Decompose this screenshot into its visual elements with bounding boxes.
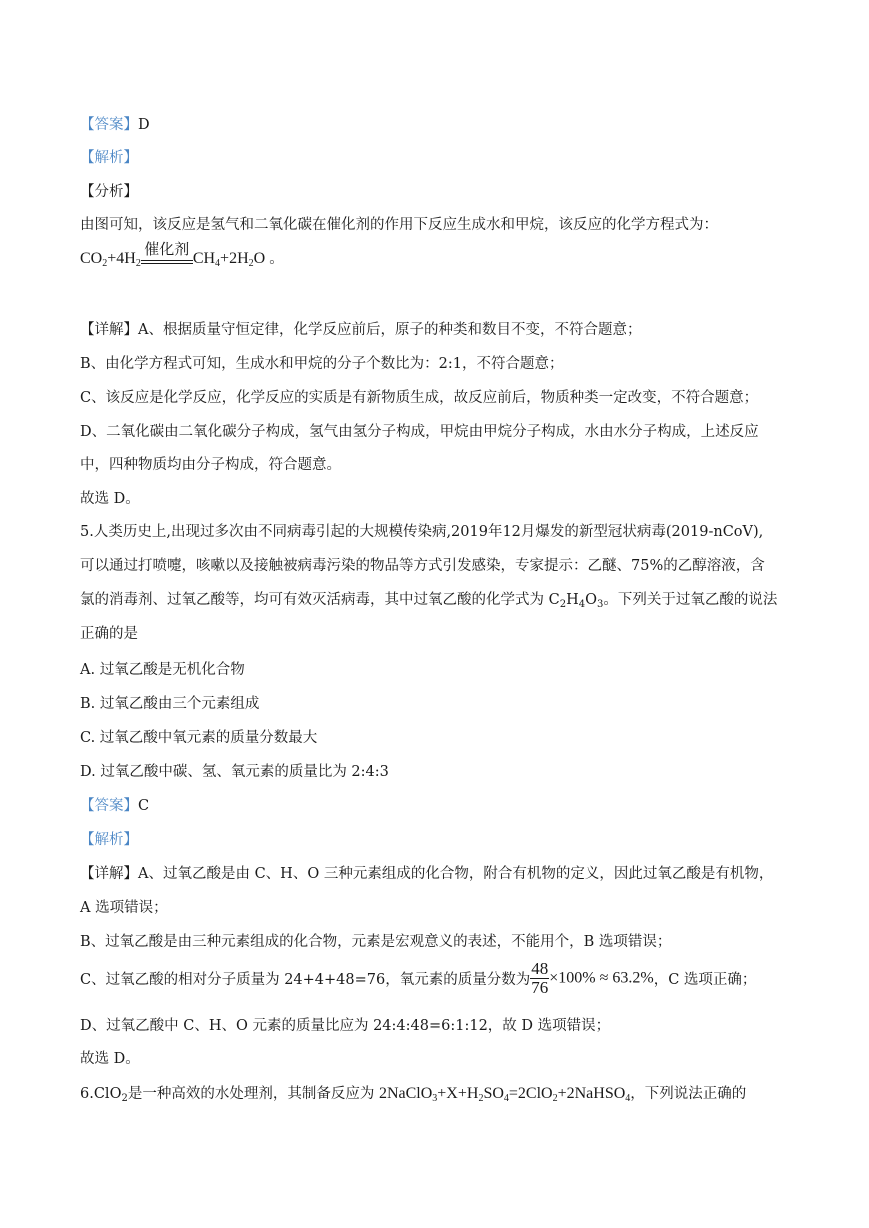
formula-h-sub: 4: [578, 599, 586, 610]
detail-tag: 【详解】: [80, 322, 138, 338]
option-a: A. 过氧乙酸是无机化合物: [80, 662, 245, 678]
detail-d-line2: 中，四种物质均由分子构成，符合题意。: [80, 457, 341, 473]
q6-eq5-sub: 4: [625, 1093, 631, 1104]
formula-h: H: [566, 592, 579, 608]
eq-h2: [107, 250, 141, 268]
detail-a: A、根据质量守恒定律，化学反应前后，原子的种类和数目不变，不符合题意；: [138, 322, 642, 338]
q6-eq1: 2NaClO: [378, 1085, 433, 1102]
option-b: B. 过氧乙酸由三个元素组成: [80, 696, 260, 712]
eq-o: O: [253, 250, 266, 267]
detail2-c-post: ，C 选项正确；: [653, 971, 757, 988]
q6-eq5: +2NaHSO: [557, 1085, 626, 1102]
q6-prefix-sub: 2: [121, 1093, 128, 1104]
q6-line1: [80, 1082, 746, 1103]
fraction-denominator: 76: [531, 977, 549, 997]
formula-o: O: [585, 592, 597, 608]
detail-c: C、该反应是化学反应，化学反应的实质是有新物质生成，故反应前后，物质种类一定改变，不符合题意；: [80, 390, 759, 406]
option-d: D. 过氧乙酸中碳、氢、氧元素的质量比为 2:4:3: [80, 764, 389, 780]
answer-line: [80, 113, 150, 134]
q6-mid-text: 是一种高效的水处理剂，其制备反应为: [127, 1086, 379, 1102]
eq-ch: CH: [192, 250, 216, 267]
q6-eq2-sub: 2: [478, 1093, 484, 1104]
answer-value-2: C: [138, 798, 150, 814]
eq-h-sub: 2: [135, 258, 141, 269]
eq-ch-sub: 4: [215, 258, 221, 269]
detail2-a-line2: A 选项错误；: [80, 900, 168, 916]
q6-equation: [379, 1085, 630, 1102]
percent-expression: ×100% ≈ 63.2%: [549, 969, 654, 987]
chemical-equation: [80, 238, 284, 268]
q5-line4: 正确的是: [80, 626, 138, 642]
conclusion-2: 故选 D。: [80, 1051, 140, 1067]
answer-line-2: [80, 794, 149, 815]
analysis-tag: 【解析】: [80, 150, 138, 166]
detail-a-line: [80, 318, 641, 339]
eq-ch4: [193, 250, 220, 268]
detail2-c-line: [80, 960, 756, 997]
catalyst-label: 催化剂: [144, 240, 190, 258]
eq-co: CO: [80, 250, 103, 267]
q5-line3-tail: 。下列关于过氧乙酸的说法: [603, 592, 778, 608]
equals-line-bottom: [141, 263, 193, 264]
detail-b: B、由化学方程式可知，生成水和甲烷的分子个数比为：2:1，不符合题意；: [80, 356, 564, 372]
eq-co-sub: 2: [102, 258, 108, 269]
q5-line3: [80, 588, 777, 609]
fenxi-tag: 【分析】: [80, 184, 138, 200]
q6-eq1-sub: 3: [432, 1093, 438, 1104]
q6-post-text: ，下列说法正确的: [630, 1086, 747, 1102]
detail-tag-2: 【详解】: [80, 866, 138, 882]
eq-plus-h: +4H: [107, 250, 136, 267]
q6-eq4-sub: 2: [552, 1093, 558, 1104]
detail2-b: B、过氧乙酸是由三种元素组成的化合物，元素是宏观意义的表述，不能用个，B 选项错误；: [80, 934, 672, 950]
q6-prefix: 6.ClO: [80, 1086, 122, 1102]
q5-line3-text: 氯的消毒剂、过氧乙酸等，均可有效灭活病毒，其中过氧乙酸的化学式为 C: [80, 592, 560, 608]
detail2-a-line1: [80, 862, 773, 883]
q6-eq2: +X+H: [437, 1085, 479, 1102]
eq-co2: [80, 250, 107, 268]
q6-eq3-sub: 4: [503, 1093, 509, 1104]
eq-plus-2h: +2H: [220, 250, 249, 267]
detail2-d: D、过氧乙酸中 C、H、O 元素的质量比应为 24:4:48=6:1:12，故 D 选项错误；: [80, 1018, 611, 1034]
formula-c-sub: 2: [559, 599, 567, 610]
catalyst-arrow: [141, 238, 193, 268]
q5-line1: 5.人类历史上,出现过多次由不同病毒引起的大规模传染病,2019年12月爆发的新型冠状病毒(2019-nCoV),: [80, 524, 764, 540]
q6-eq4: =2ClO: [508, 1085, 553, 1102]
detail2-a1: A、过氧乙酸是由 C、H、O 三种元素组成的化合物，附合有机物的定义，因此过氧乙酸是有机物，: [138, 866, 774, 882]
answer-tag-2: 【答案】: [80, 798, 138, 814]
detail2-c-pre: C、过氧乙酸的相对分子质量为 24+4+48=76，氧元素的质量分数为: [80, 971, 531, 988]
detail-d-line1: D、二氧化碳由二氧化碳分子构成，氢气由氢分子构成，甲烷由甲烷分子构成，水由水分子构成，上述反应: [80, 424, 759, 440]
eq-h2o: [220, 250, 265, 268]
q6-eq3: SO: [483, 1085, 504, 1102]
analysis-tag-2: 【解析】: [80, 832, 138, 848]
equals-line-top: [141, 260, 193, 261]
fenxi-text: 由图可知，该反应是氢气和二氧化碳在催化剂的作用下反应生成水和甲烷，该反应的化学方程式为：: [80, 217, 718, 233]
answer-tag: 【答案】: [80, 117, 138, 133]
fraction-48-76: [530, 960, 549, 997]
formula-o-sub: 3: [597, 599, 604, 610]
fraction-numerator: 48: [531, 959, 549, 978]
answer-value: D: [138, 117, 150, 133]
eq-end: 。: [269, 251, 284, 267]
q5-line2: 可以通过打喷嚏，咳嗽以及接触被病毒污染的物品等方式引发感染，专家提示：乙醚、75%的乙醇溶液，含: [80, 558, 765, 574]
conclusion-1: 故选 D。: [80, 491, 140, 507]
eq-h2-sub: 2: [248, 258, 254, 269]
option-c: C. 过氧乙酸中氧元素的质量分数最大: [80, 730, 318, 746]
